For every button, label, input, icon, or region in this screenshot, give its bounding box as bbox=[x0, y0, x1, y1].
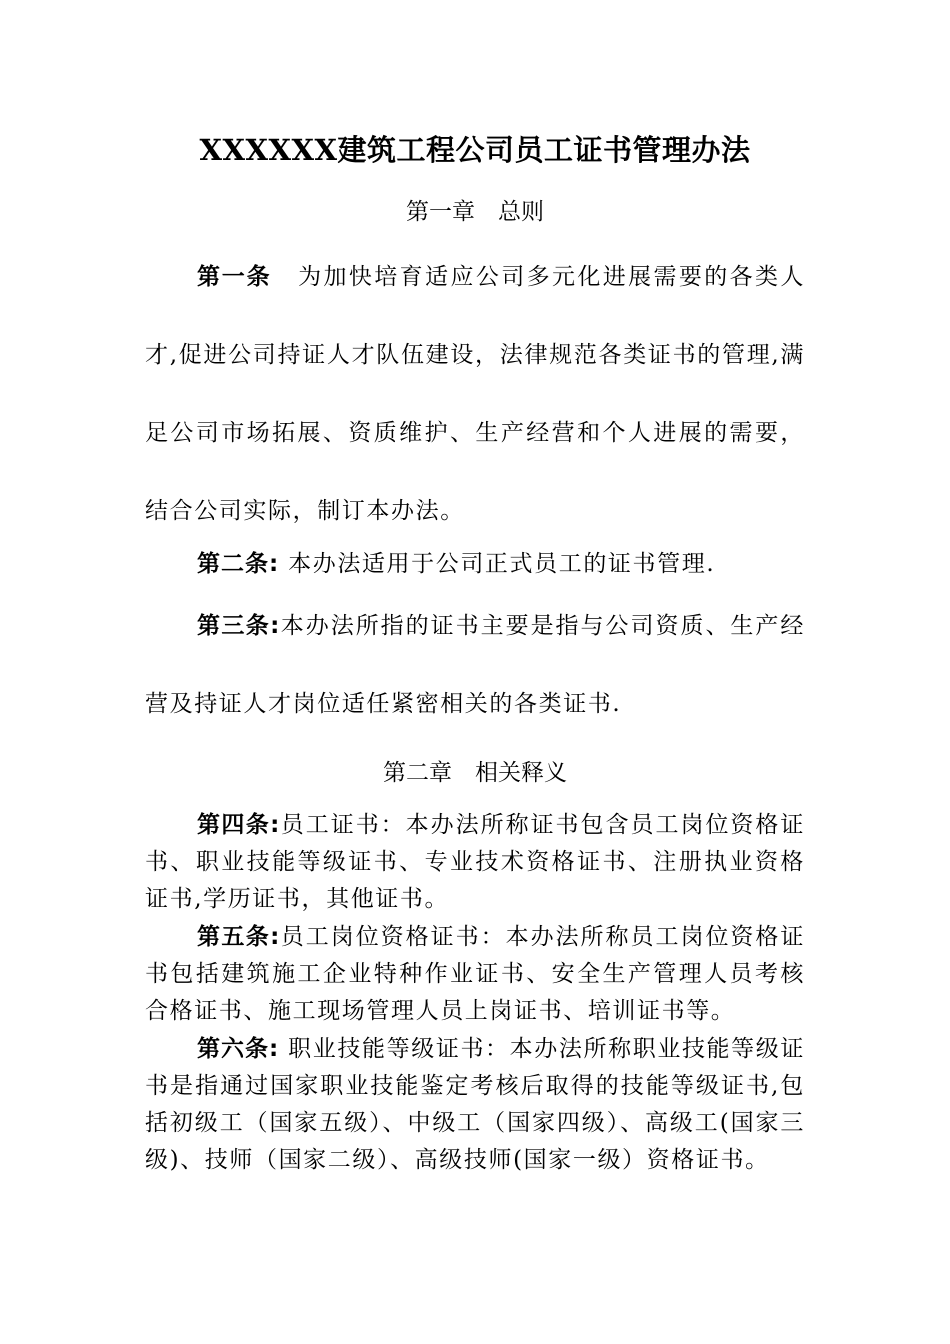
article-5 bbox=[145, 919, 805, 1030]
article-text: 员工证书：本办法所称证书包含员工岗位资格证书、职业技能等级证书、专业技术资格证书、注册执业资格证书,学历证书，其他证书。 bbox=[145, 812, 805, 912]
article-text: 本办法所指的证书主要是指与公司资质、生产经营及持证人才岗位适任紧密相关的各类证书. bbox=[145, 613, 805, 717]
article-1 bbox=[145, 238, 805, 550]
article-label: 第六条: bbox=[197, 1036, 280, 1062]
chapter-heading-2: 第二章 相关释义 bbox=[383, 760, 567, 786]
article-6 bbox=[145, 1031, 805, 1179]
article-label: 第四条: bbox=[197, 812, 281, 838]
article-text: 职业技能等级证书：本办法所称职业技能等级证书是指通过国家职业技能鉴定考核后取得的技能等级证书,包括初级工（国家五级）、中级工（国家四级）、高级工(国家三级)、技师（国家二级）、高级技师(国家一级）资格证书。 bbox=[145, 1036, 805, 1173]
article-label: 第二条: bbox=[197, 551, 280, 577]
article-text: 员工岗位资格证书：本办法所称员工岗位资格证书包括建筑施工企业特种作业证书、安全生产管理人员考核合格证书、施工现场管理人员上岗证书、培训证书等。 bbox=[145, 924, 805, 1024]
article-3 bbox=[145, 587, 805, 743]
article-label: 第一条 bbox=[197, 264, 272, 290]
article-label: 第三条: bbox=[197, 613, 281, 639]
article-label: 第五条: bbox=[197, 924, 281, 950]
article-text: 本办法适用于公司正式员工的证书管理. bbox=[279, 551, 716, 577]
article-4 bbox=[145, 807, 805, 918]
article-text: 为加快培育适应公司多元化进展需要的各类人才,促进公司持证人才队伍建设，法律规范各类证书的管理,满足公司市场拓展、资质维护、生产经营和个人进展的需要，结合公司实际，制订本办法。 bbox=[145, 264, 806, 524]
document-title: XXXXXX建筑工程公司员工证书管理办法 bbox=[199, 133, 751, 167]
chapter-heading-1: 第一章 总则 bbox=[406, 199, 544, 225]
